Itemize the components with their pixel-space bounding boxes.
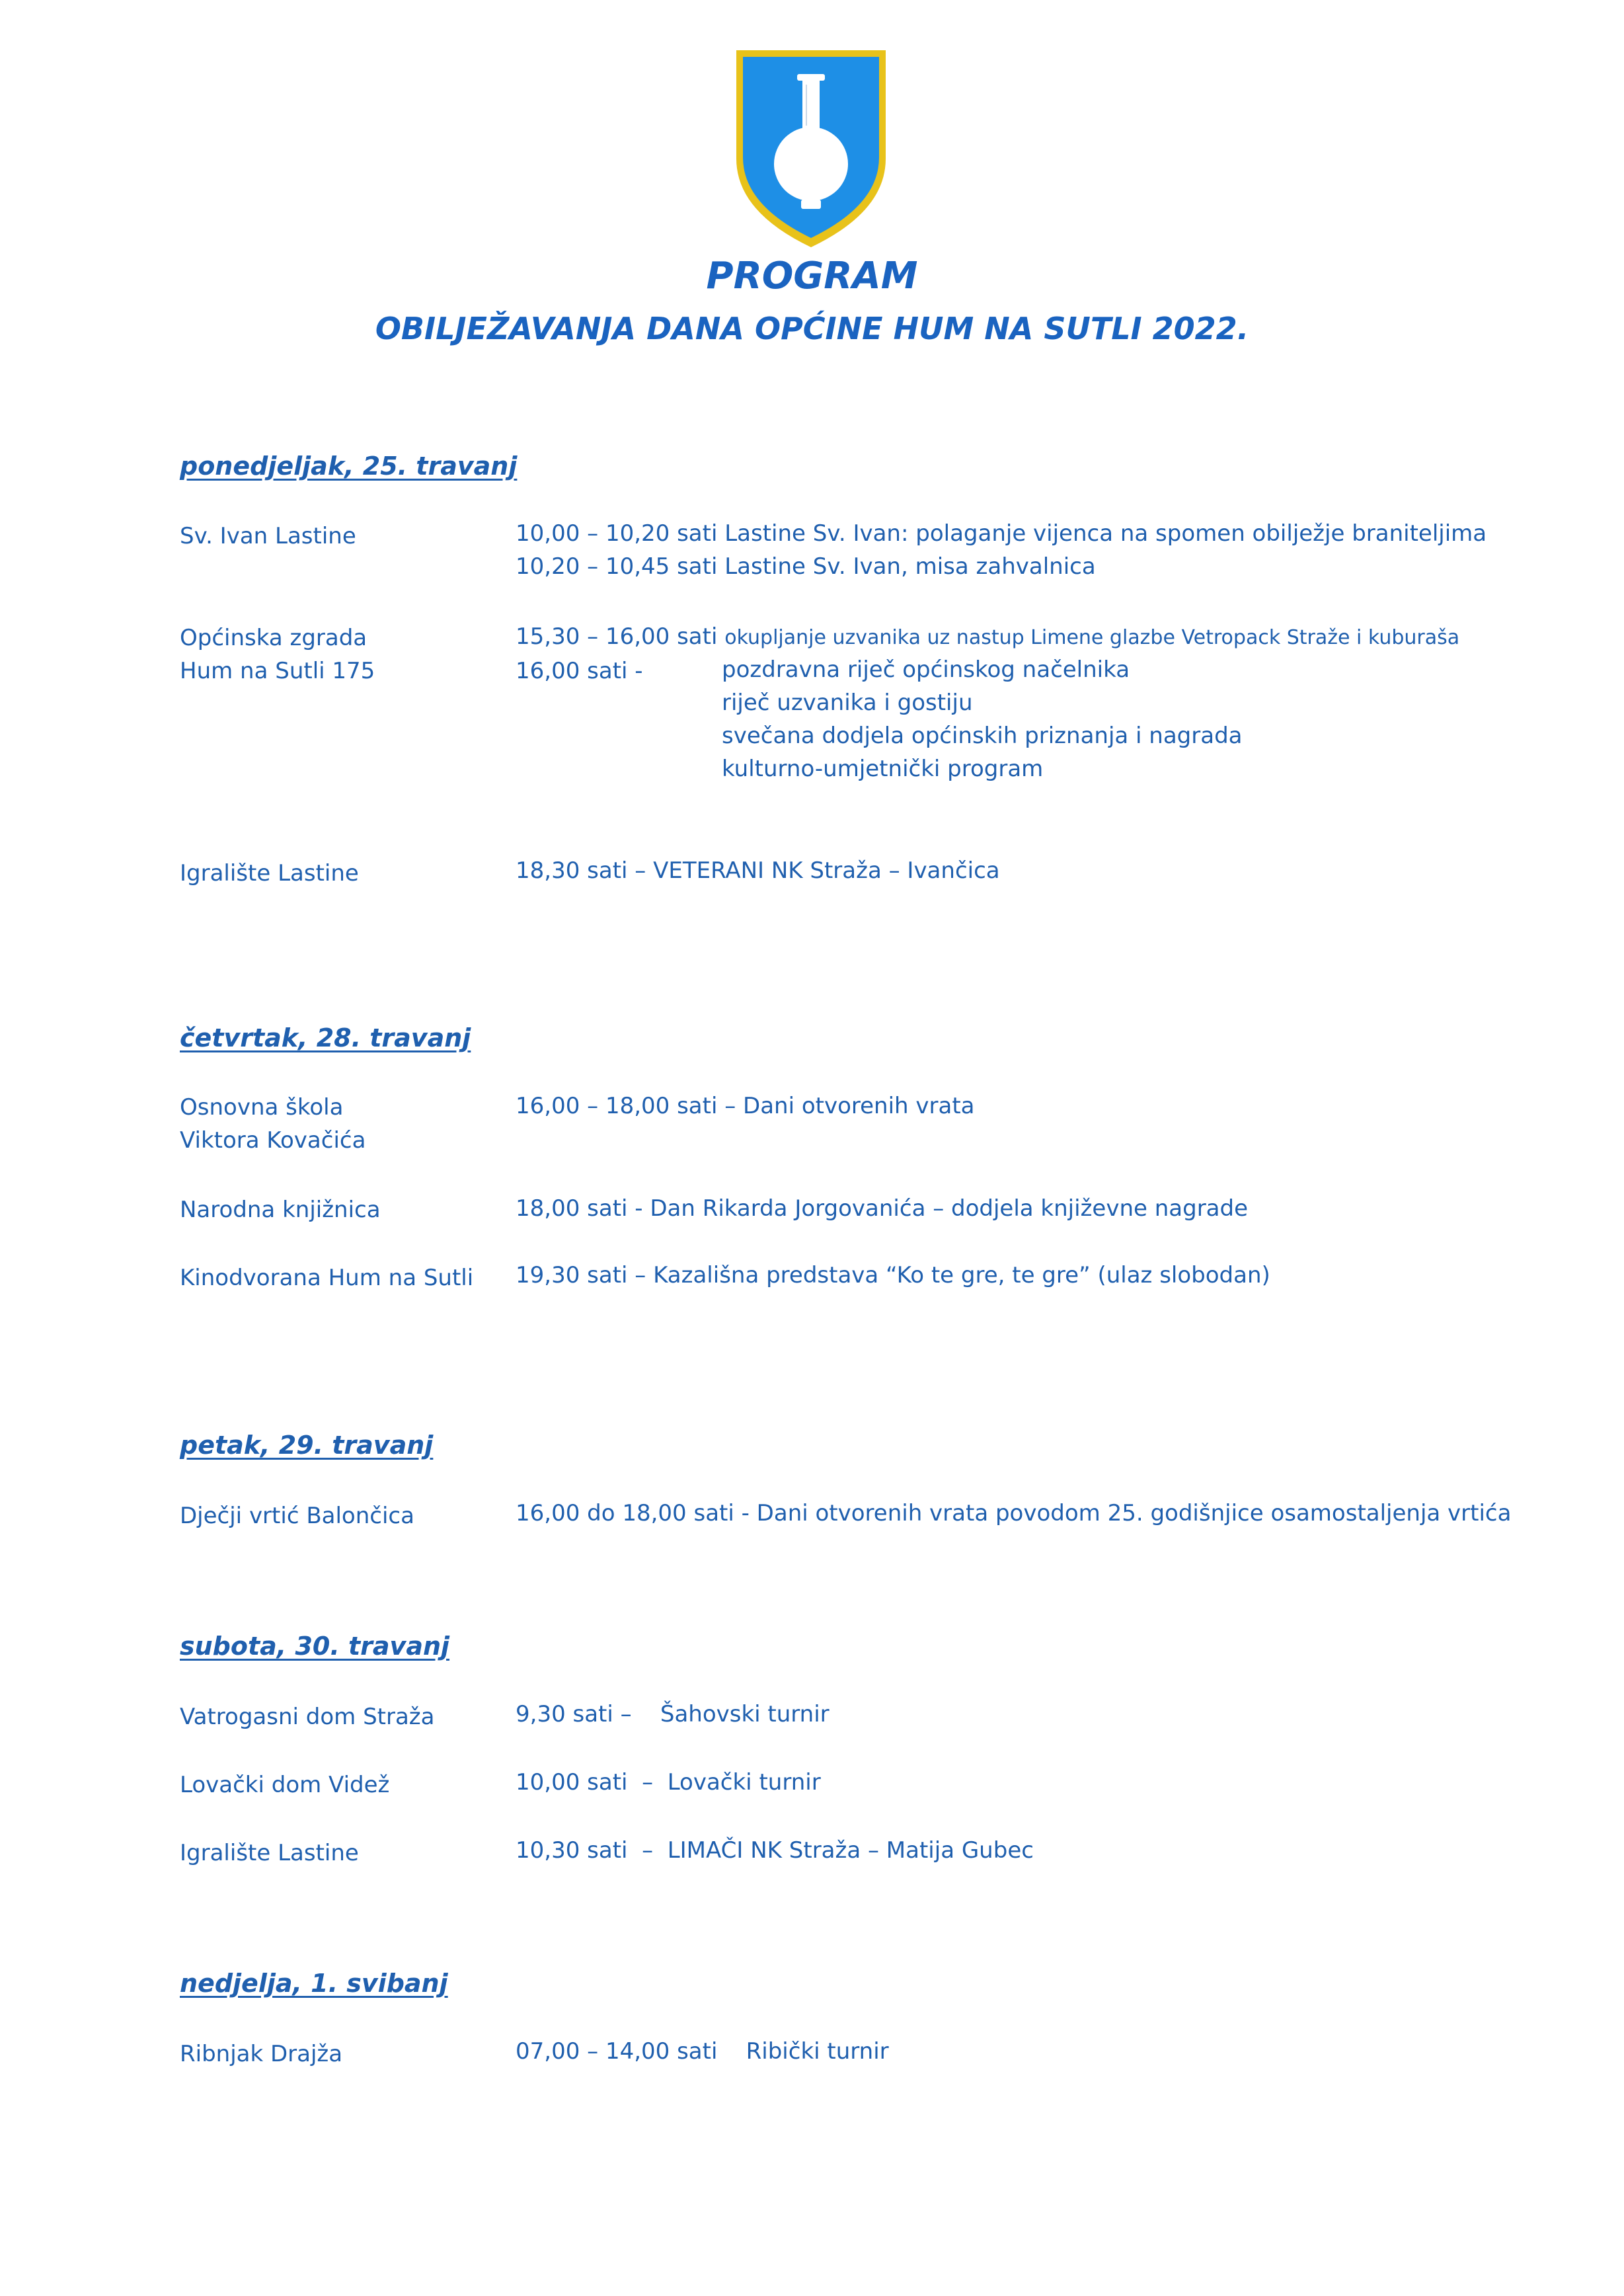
location-line: Igralište Lastine [180,860,359,887]
event-group-limaci [516,1834,1034,1867]
event-group-djecji-vrtic [516,1497,1511,1530]
location-osnovna-skola [180,1091,366,1157]
location-line: Osnovna škola [180,1094,344,1121]
coat-of-arms-flask-icon [732,46,890,251]
program-item: kulturno-umjetnički program [722,756,1044,782]
location-line: Vatrogasni dom Straža [180,1704,435,1730]
location-line: Hum na Sutli 175 [180,658,375,684]
event-description: okupljanje uzvanika uz nastup Limene glazbe Vetropack Straže i kuburaša [724,626,1460,649]
event-group-sv-ivan [516,517,1487,583]
page-subtitle: OBILJEŽAVANJA DANA OPĆINE HUM NA SUTLI 2022. [375,311,1249,346]
location-narodna-knjiznica [180,1193,381,1226]
location-line: Viktora Kovačića [180,1127,366,1154]
day-heading-sunday: nedjelja, 1. svibanj [180,1969,448,1998]
event-group-lovacki-turnir [516,1766,821,1799]
location-igraliste-lastine [180,857,359,890]
location-line: Igralište Lastine [180,1840,359,1866]
location-line: Dječji vrtić Balončica [180,1503,414,1529]
event-group-sahovski-turnir [516,1698,830,1731]
event-group-narodna-knjiznica [516,1192,1248,1225]
location-kinodvorana [180,1261,473,1294]
program-item: riječ uzvanika i gostiju [722,690,973,716]
location-line: Lovački dom Videž [180,1772,390,1798]
day-heading-thursday: četvrtak, 28. travanj [180,1023,471,1052]
event-line: 10,00 – 10,20 sati Lastine Sv. Ivan: polaganje vijenca na spomen obilježje braniteljima [516,520,1487,547]
location-ribnjak-drajza [180,2038,342,2071]
day-heading-friday: petak, 29. travanj [180,1431,434,1460]
event-line: 19,30 sati – Kazališna predstava “Ko te gre, te gre” (ulaz slobodan) [516,1262,1270,1288]
page-title: PROGRAM [706,255,918,297]
ceremony-program-list [722,653,1243,785]
event-group-kinodvorana [516,1259,1270,1292]
location-line: Ribnjak Drajža [180,2041,343,2067]
location-igraliste-lastine-2 [180,1837,359,1870]
event-group-osnovna-skola [516,1089,975,1123]
event-line: 18,30 sati – VETERANI NK Straža – Ivančica [516,857,1000,884]
event-line: 9,30 sati – Šahovski turnir [516,1701,830,1727]
location-line: Sv. Ivan Lastine [180,523,356,549]
day-heading-monday: ponedjeljak, 25. travanj [180,452,518,481]
location-lovacki-dom [180,1768,389,1801]
event-time: 15,30 – 16,00 sati [516,623,718,650]
location-sv-ivan-lastine [180,520,356,553]
event-line: 10,20 – 10,45 sati Lastine Sv. Ivan, misa zahvalnica [516,553,1096,580]
event-line: 16,00 do 18,00 sati - Dani otvorenih vrata povodom 25. godišnjice osamostaljenja vrtića [516,1500,1512,1526]
event-line: 16,00 – 18,00 sati – Dani otvorenih vrata [516,1093,975,1119]
program-item: pozdravna riječ općinskog načelnika [722,656,1130,683]
location-line: Općinska zgrada [180,625,367,651]
location-opcinska-zgrada [180,621,375,688]
location-line: Kinodvorana Hum na Sutli [180,1265,474,1291]
day-heading-saturday: subota, 30. travanj [180,1632,450,1661]
location-vatrogasni-dom [180,1700,434,1733]
location-djecji-vrtic [180,1499,414,1532]
event-line [516,620,1459,654]
event-line: 18,00 sati - Dan Rikarda Jorgovanića – dodjela književne nagrade [516,1195,1249,1222]
event-line: 10,00 sati – Lovački turnir [516,1769,821,1796]
event-line: 07,00 – 14,00 sati Ribički turnir [516,2038,889,2065]
event-line: 10,30 sati – LIMAČI NK Straža – Matija Gubec [516,1837,1034,1864]
location-line: Narodna knjižnica [180,1197,381,1223]
event-group-ribicki-turnir [516,2035,889,2068]
event-group-veterani [516,854,1000,887]
event-time: 16,00 sati - [516,658,643,684]
program-item: svečana dodjela općinskih priznanja i nagrada [722,723,1243,749]
